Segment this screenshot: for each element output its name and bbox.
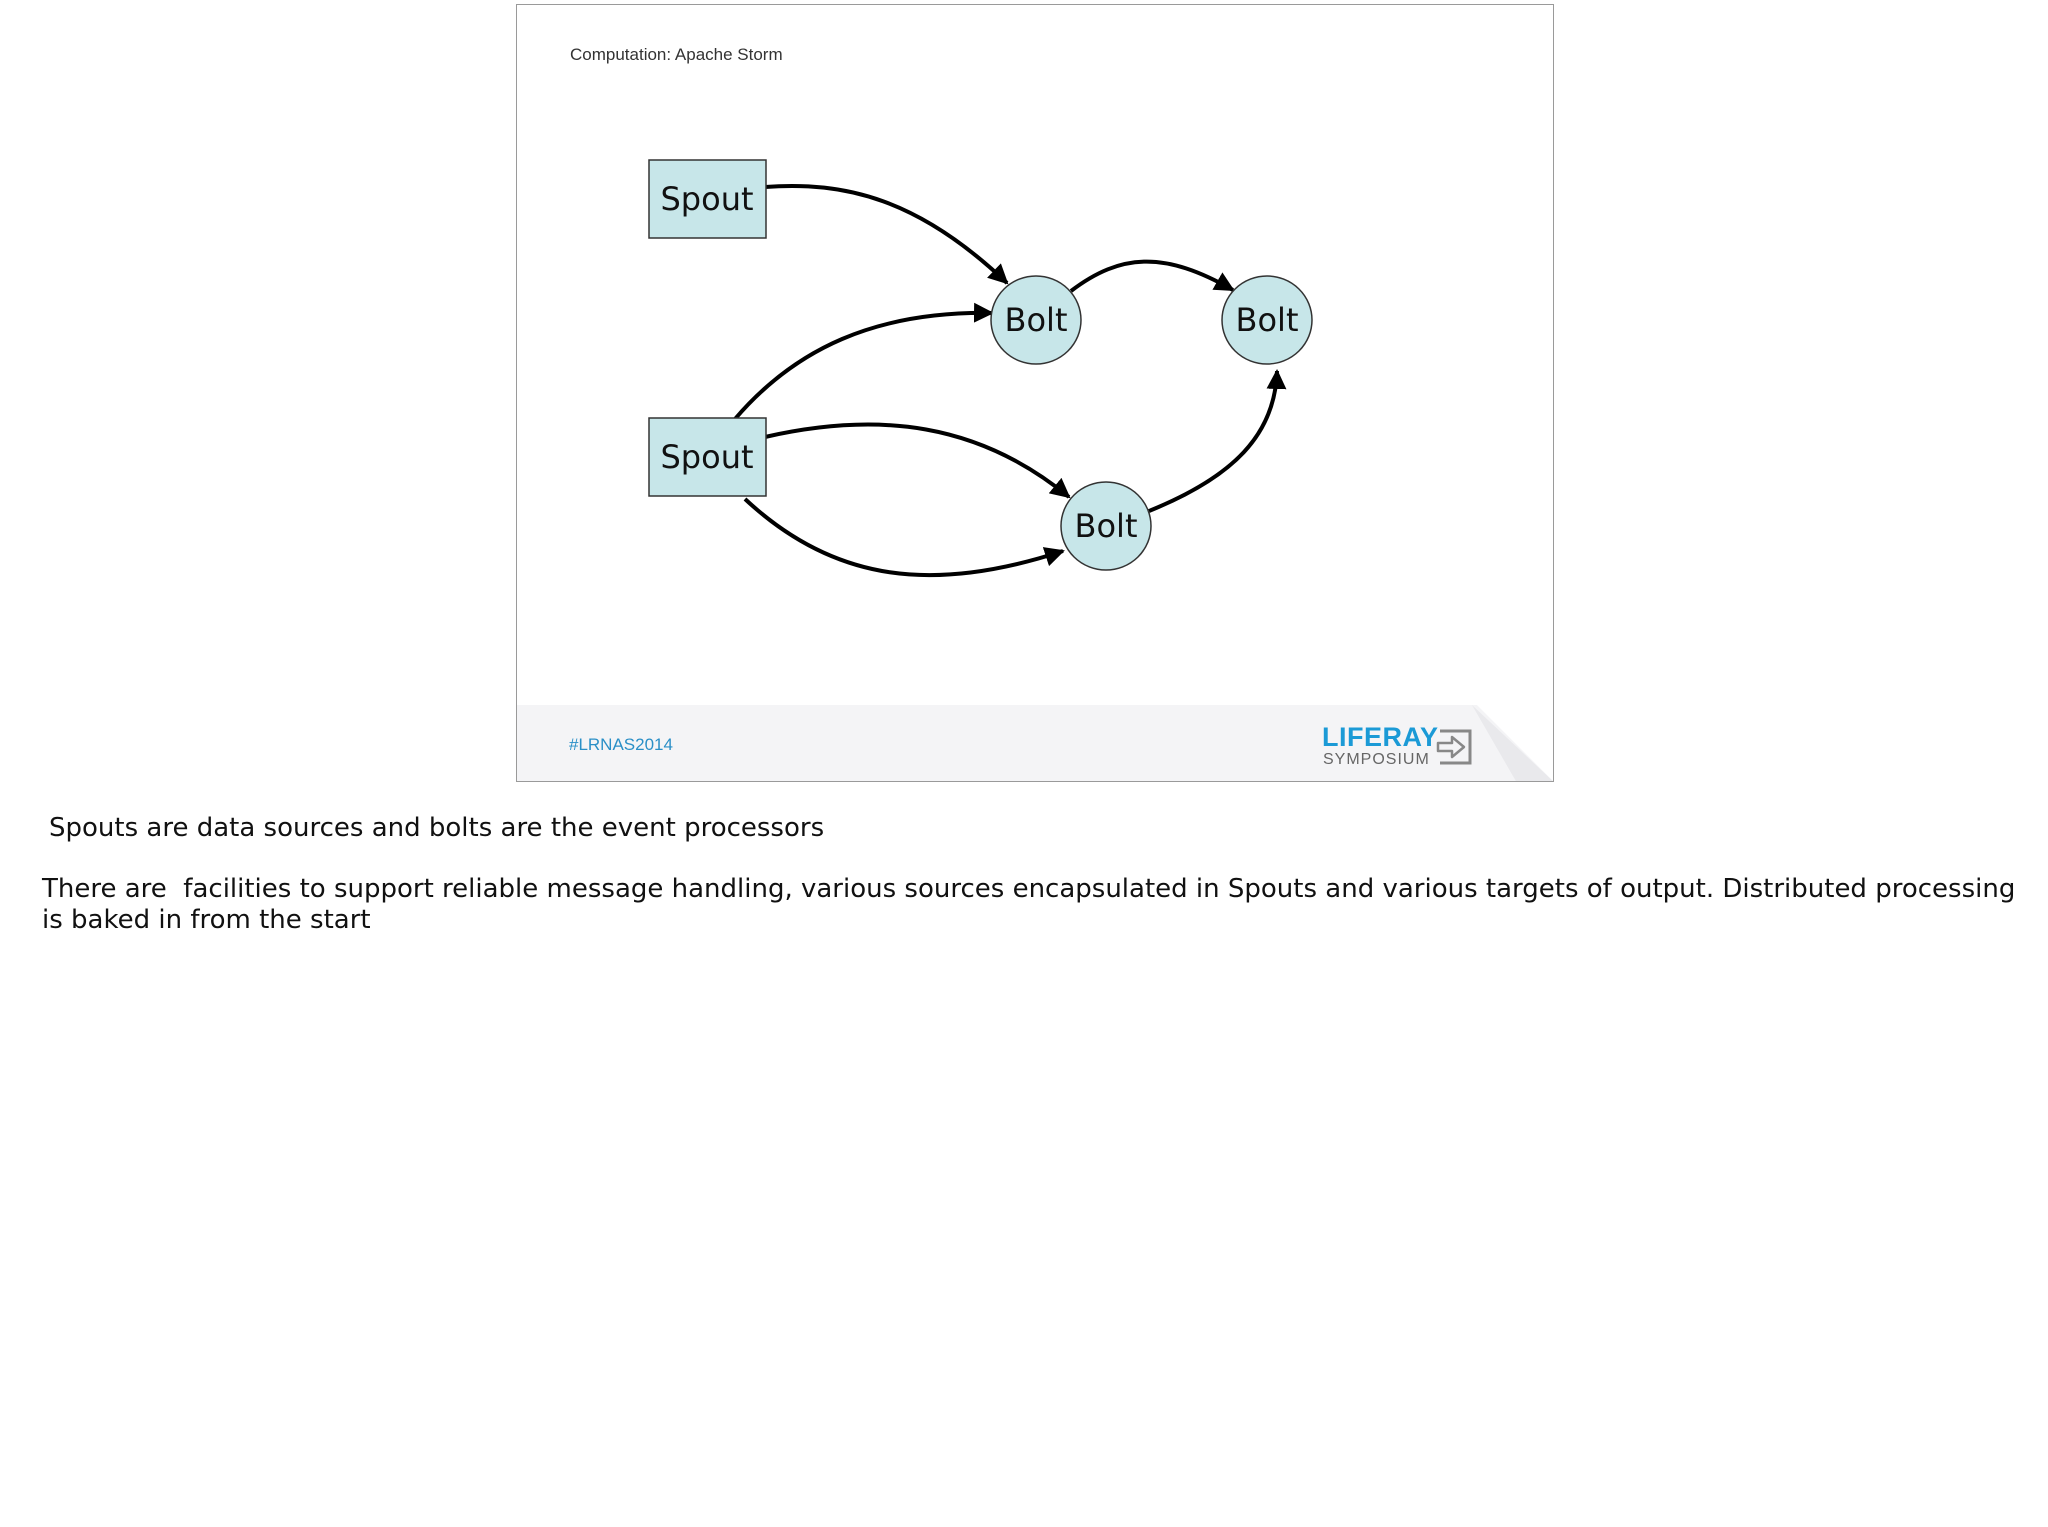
bolt-node [1222,276,1312,364]
edge-spout2-bolt1 [735,313,992,419]
logo-wordmark: LIFERAY [1322,722,1439,752]
edge-spout2-bolt3-upper [765,424,1069,497]
liferay-symposium-logo [1322,721,1482,773]
edge-spout2-bolt3-lower [745,499,1063,575]
edge-spout1-bolt1 [765,186,1007,283]
slide-title: Computation: Apache Storm [570,45,783,64]
speaker-notes [42,813,2022,936]
spout-node [649,160,766,238]
edge-bolt3-bolt2 [1149,371,1277,511]
spout-label: Spout [660,438,754,476]
note-paragraph: Spouts are data sources and bolts are the event processors [49,813,825,843]
topology-diagram [517,5,1553,705]
note-paragraph: There are facilities to support reliable message handling, various sources encapsulated in Spouts and various targets of output. Distributed processing is baked in from the start [42,874,2024,935]
bolt-label: Bolt [1004,301,1068,339]
bolt-node [991,276,1081,364]
bolt-node [1061,482,1151,570]
bolt-label: Bolt [1074,507,1138,545]
slide [516,4,1554,782]
arrow-into-box-icon [1436,727,1474,767]
bolt-label: Bolt [1235,301,1299,339]
spout-node [649,418,766,496]
event-hashtag: #LRNAS2014 [569,735,673,754]
edge-bolt1-bolt2 [1071,262,1233,291]
logo-subtitle: SYMPOSIUM [1323,751,1430,768]
spout-label: Spout [660,180,754,218]
